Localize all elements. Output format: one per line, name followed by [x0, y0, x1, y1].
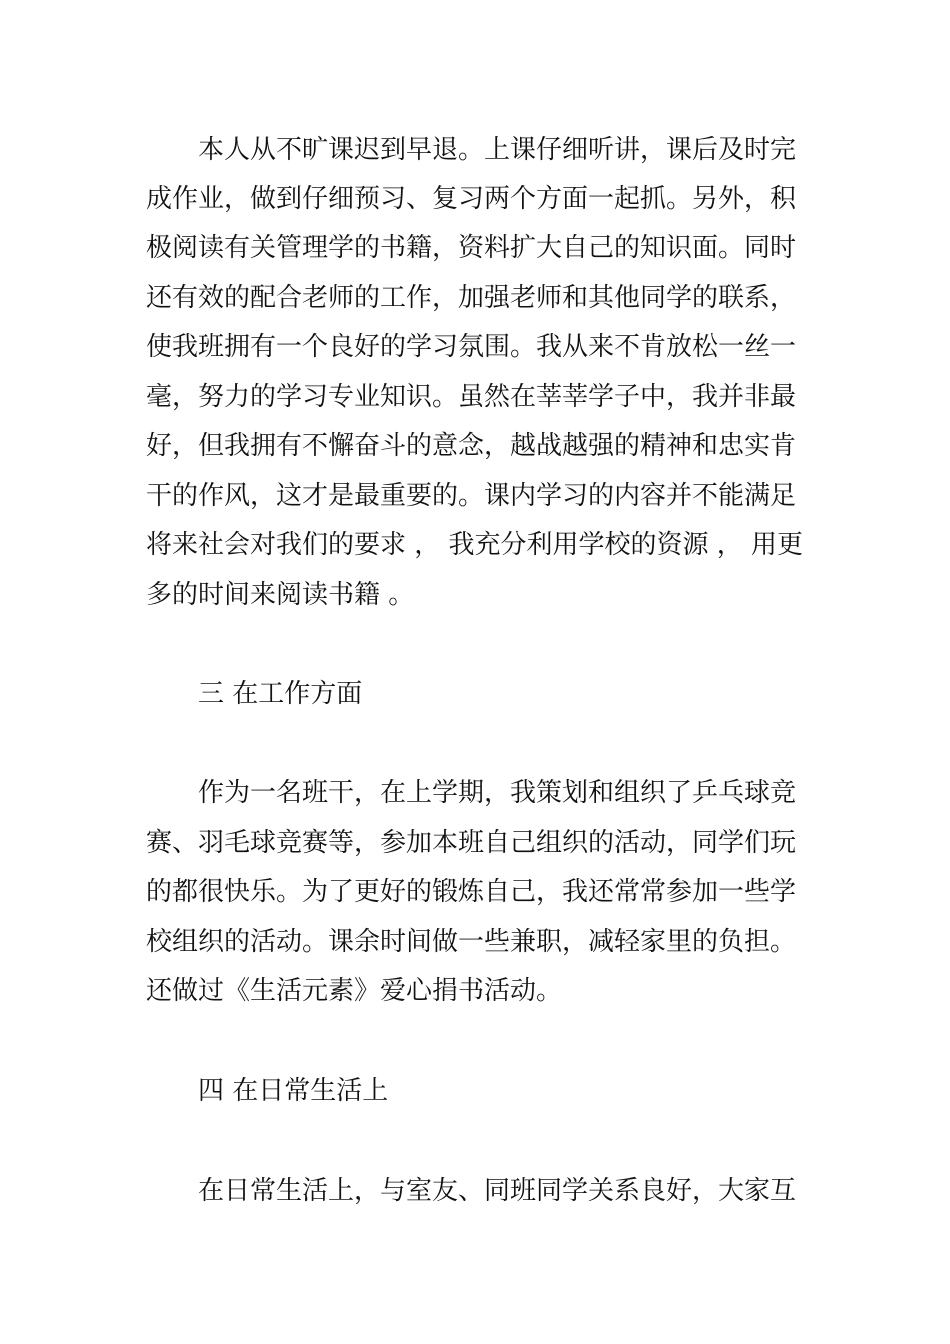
paragraph-2-line-3: 的都很快乐。为了更好的锻炼自己，我还常常参加一些学: [146, 877, 797, 907]
paragraph-1-line-1: 本人从不旷课迟到早退。上课仔细听讲，课后及时完: [198, 135, 797, 165]
paragraph-2-line-2: 赛、羽毛球竞赛等，参加本班自己组织的活动，同学们玩: [146, 828, 797, 858]
paragraph-3-line-1: 在日常生活上，与室友、同班同学关系良好，大家互: [198, 1176, 797, 1206]
paragraph-1-line-10: 多的时间来阅读书籍 。: [146, 580, 415, 610]
section-heading-daily-life: 四 在日常生活上: [198, 1076, 389, 1106]
paragraph-1-line-8: 干的作风，这才是最重要的。课内学习的内容并不能满足: [146, 481, 797, 511]
paragraph-1-line-5: 使我班拥有一个良好的学习氛围。我从来不肯放松一丝一: [146, 332, 797, 362]
paragraph-1-line-6: 毫，努力的学习专业知识。虽然在莘莘学子中，我并非最: [146, 382, 797, 412]
paragraph-1-line-2: 成作业，做到仔细预习、复习两个方面一起抓。另外，积: [146, 184, 797, 214]
paragraph-1-line-9: 将来社会对我们的要求 ， 我充分利用学校的资源 ， 用更: [146, 530, 804, 560]
paragraph-1-line-7: 好，但我拥有不懈奋斗的意念，越战越强的精神和忠实肯: [146, 431, 797, 461]
paragraph-2-line-5: 还做过《生活元素》爱心捐书活动。: [146, 976, 563, 1006]
paragraph-2-line-4: 校组织的活动。课余时间做一些兼职，减轻家里的负担。: [146, 927, 797, 957]
paragraph-1-line-3: 极阅读有关管理学的书籍，资料扩大自己的知识面。同时: [146, 233, 797, 263]
paragraph-2-line-1: 作为一名班干，在上学期，我策划和组织了乒乓球竞: [198, 778, 797, 808]
paragraph-1-line-4: 还有效的配合老师的工作，加强老师和其他同学的联系，: [146, 283, 797, 313]
section-heading-work: 三 在工作方面: [198, 679, 363, 709]
